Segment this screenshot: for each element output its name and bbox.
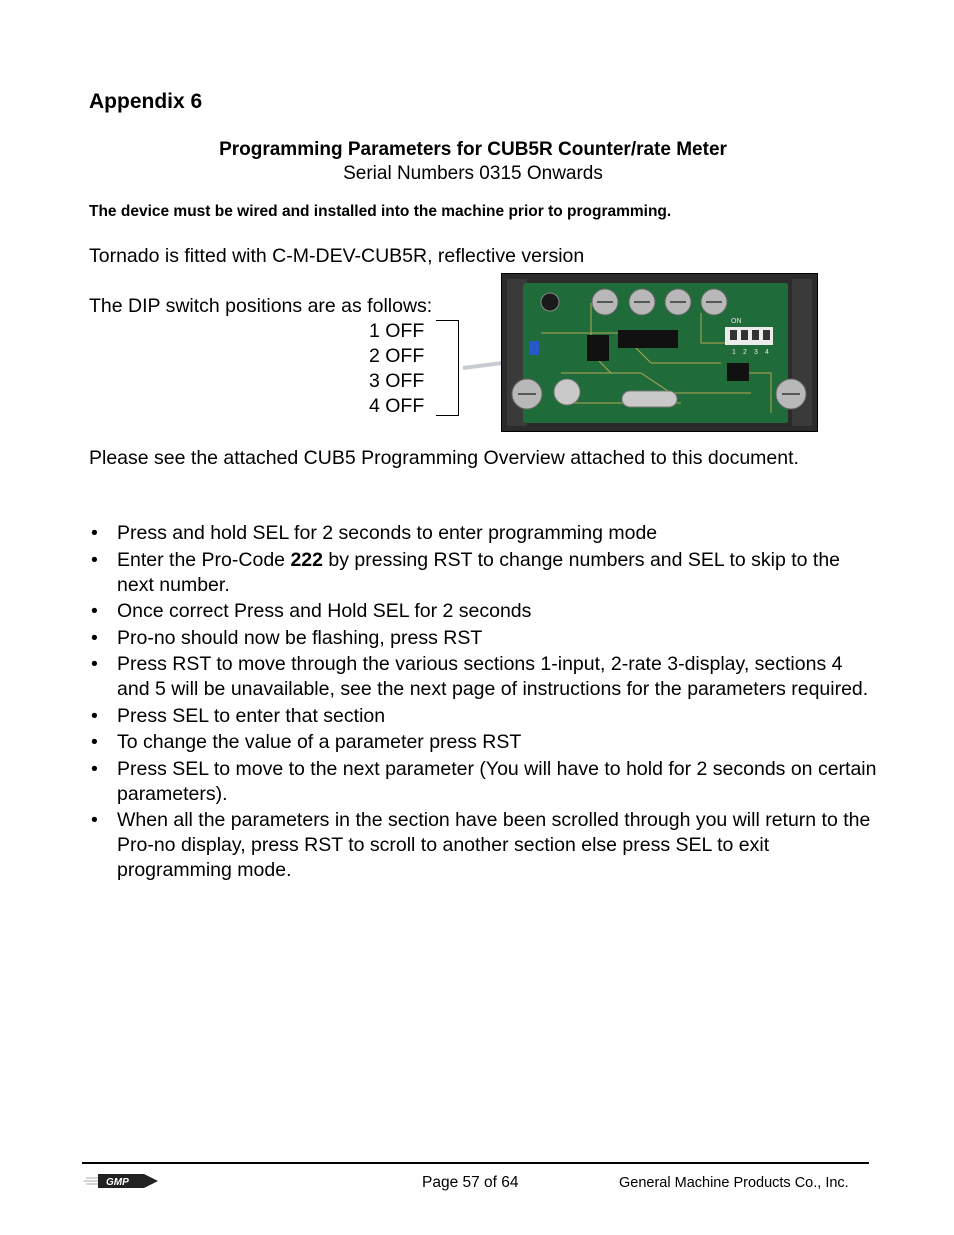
list-item: • Press and hold SEL for 2 seconds to enter programming mode xyxy=(89,521,879,546)
list-item: • Press RST to move through the various sections 1-input, 2-rate 3-display, sections 4 and 5 will be unavailable, see the next page of instructions for the parameters required. xyxy=(89,652,879,702)
footer-rule xyxy=(82,1162,869,1164)
list-item: • When all the parameters in the section have been scrolled through you will return to the Pro-no display, press RST to scroll to another section else press SEL to exit programming mode. xyxy=(89,808,879,883)
dip-position-4: 4 OFF xyxy=(369,395,425,417)
wiring-warning: The device must be wired and installed into the machine prior to programming. xyxy=(89,203,672,220)
dip-number-2: 2 xyxy=(743,349,747,356)
dip-number-4: 4 xyxy=(765,349,769,356)
dip-number-1: 1 xyxy=(732,349,736,356)
page-number: Page 57 of 64 xyxy=(422,1174,519,1191)
document-title: Programming Parameters for CUB5R Counter/rate Meter xyxy=(219,139,727,160)
document-subtitle: Serial Numbers 0315 Onwards xyxy=(343,163,603,184)
list-item: • To change the value of a parameter press RST xyxy=(89,730,879,755)
list-item: • Press SEL to move to the next parameter (You will have to hold for 2 seconds on certain parameters). xyxy=(89,757,879,807)
see-attached-text: Please see the attached CUB5 Programming Overview attached to this document. xyxy=(89,447,799,469)
dip-number-3: 3 xyxy=(754,349,758,356)
company-name: General Machine Products Co., Inc. xyxy=(619,1175,849,1191)
gmp-logo xyxy=(84,1170,160,1192)
dip-position-1: 1 OFF xyxy=(369,320,425,342)
svg-text:GMP: GMP xyxy=(106,1177,129,1188)
list-item: • Once correct Press and Hold SEL for 2 seconds xyxy=(89,599,879,624)
list-item: • Enter the Pro-Code 222 by pressing RST to change numbers and SEL to skip to the next number. xyxy=(89,548,879,598)
dip-position-2: 2 OFF xyxy=(369,345,425,367)
appendix-title: Appendix 6 xyxy=(89,90,203,113)
dip-switch-on-label: ON xyxy=(731,318,742,325)
dip-intro-text: The DIP switch positions are as follows: xyxy=(89,295,433,317)
tornado-device-text: Tornado is fitted with C-M-DEV-CUB5R, reflective version xyxy=(89,245,585,267)
circuit-board-photo xyxy=(501,273,818,432)
list-item: • Press SEL to enter that section xyxy=(89,704,879,729)
instruction-list xyxy=(89,521,879,885)
dip-position-3: 3 OFF xyxy=(369,370,425,392)
list-item: • Pro-no should now be flashing, press RST xyxy=(89,626,879,651)
